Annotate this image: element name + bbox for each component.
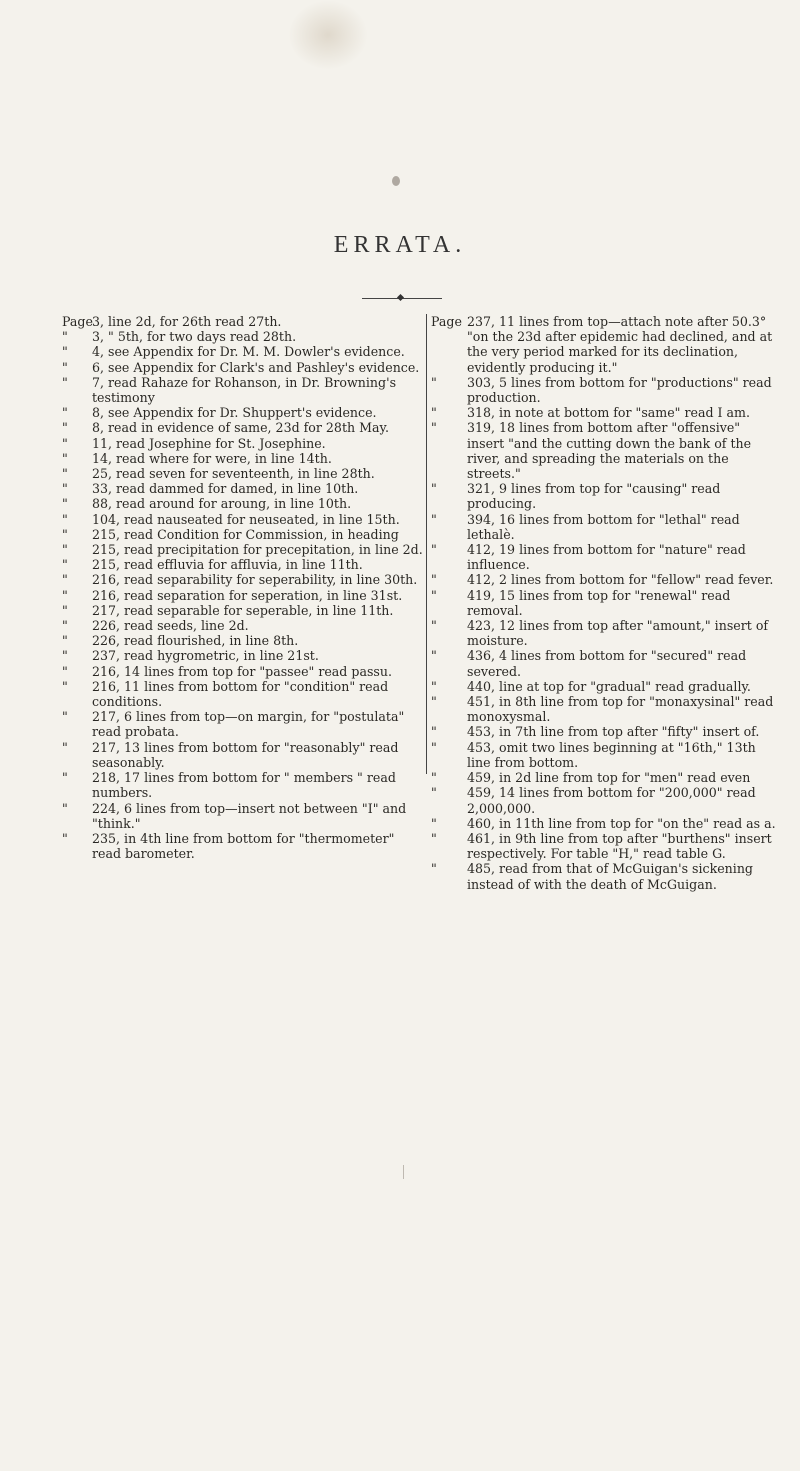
page-marker: " xyxy=(431,770,437,786)
errata-text: 215, read Condition for Commission, in heading xyxy=(92,526,399,542)
errata-text: 11, read Josephine for St. Josephine. xyxy=(92,435,326,451)
errata-entry xyxy=(62,329,426,344)
errata-text: 215, read precipitation for precepitation, in line 2d. xyxy=(92,542,423,558)
errata-entry xyxy=(431,542,776,572)
errata-entry xyxy=(431,648,776,678)
page-marker: " xyxy=(62,496,68,512)
page-marker: " xyxy=(62,602,68,618)
errata-text: 440, line at top for "gradual" read gradually. xyxy=(467,678,751,694)
errata-text: 419, 15 lines from top for "renewal" read removal. xyxy=(467,587,731,618)
errata-entry xyxy=(431,618,776,648)
errata-entry xyxy=(431,314,776,375)
errata-text: 412, 2 lines from bottom for "fellow" read fever. xyxy=(467,572,774,588)
errata-entry xyxy=(431,694,776,724)
errata-entry xyxy=(62,831,426,861)
errata-text: 237, read hygrometric, in line 21st. xyxy=(92,648,319,664)
errata-right-column xyxy=(426,314,776,892)
page-marker: " xyxy=(431,648,437,664)
errata-entry xyxy=(62,512,426,527)
errata-entry xyxy=(62,740,426,770)
errata-text: 8, see Appendix for Dr. Shuppert's evidence. xyxy=(92,405,377,421)
ink-mark xyxy=(403,1165,404,1179)
page-marker: Page xyxy=(62,314,93,329)
errata-entry xyxy=(431,861,776,891)
errata-text: 485, read from that of McGuigan's sickening instead of with the death of McGuigan. xyxy=(467,861,753,892)
errata-text: 319, 18 lines from bottom after "offensive" insert "and the cutting down the bank of the river, and spreading the materials on the streets." xyxy=(467,420,752,482)
page-marker: " xyxy=(62,344,68,360)
page-marker: " xyxy=(431,572,437,588)
divider-ornament xyxy=(397,294,404,301)
errata-text: 226, read flourished, in line 8th. xyxy=(92,633,299,649)
ink-spot xyxy=(392,176,400,186)
page-marker: " xyxy=(431,785,437,801)
errata-text: 215, read effluvia for affluvia, in line 11th. xyxy=(92,557,363,573)
errata-entry xyxy=(431,740,776,770)
errata-entry xyxy=(431,724,776,739)
errata-text: 216, 14 lines from top for "passee" read passu. xyxy=(92,663,392,679)
errata-entry xyxy=(62,481,426,496)
page-marker: " xyxy=(62,329,68,345)
errata-entry xyxy=(62,648,426,663)
page-marker: " xyxy=(431,481,437,497)
errata-text: 226, read seeds, line 2d. xyxy=(92,618,249,634)
errata-entry xyxy=(431,405,776,420)
page-marker: " xyxy=(431,861,437,877)
errata-entry xyxy=(62,405,426,420)
page-marker: " xyxy=(62,420,68,436)
errata-entry xyxy=(62,375,426,405)
errata-text: 459, 14 lines from bottom for "200,000" read 2,000,000. xyxy=(467,785,756,816)
errata-text: 8, read in evidence of same, 23d for 28th May. xyxy=(92,420,389,436)
errata-text: 461, in 9th line from top after "burthens" insert respectively. For table "H," read table G. xyxy=(467,830,772,862)
errata-entry xyxy=(62,557,426,572)
page-marker: " xyxy=(62,709,68,725)
page-marker: " xyxy=(62,770,68,786)
paper-stain xyxy=(288,0,368,70)
errata-entry xyxy=(431,512,776,542)
page-marker: " xyxy=(431,694,437,710)
page-marker: " xyxy=(431,815,437,831)
errata-text: 218, 17 lines from bottom for " members " read numbers. xyxy=(92,770,396,801)
page-marker: Page xyxy=(431,314,462,329)
page-marker: " xyxy=(62,618,68,634)
errata-text: 453, in 7th line from top after "fifty" insert of. xyxy=(467,724,760,740)
errata-text: 7, read Rahaze for Rohanson, in Dr. Browning's testimony xyxy=(92,374,397,406)
errata-text: 25, read seven for seventeenth, in line 28th. xyxy=(92,466,375,482)
errata-entry xyxy=(431,572,776,587)
errata-entry xyxy=(431,785,776,815)
errata-text: 88, read around for aroung, in line 10th. xyxy=(92,496,352,512)
page-marker: " xyxy=(62,511,68,527)
page-marker: " xyxy=(62,739,68,755)
errata-text: 3, " 5th, for two days read 28th. xyxy=(92,329,297,345)
errata-text: 451, in 8th line from top for "monaxysinal" read monoxysmal. xyxy=(467,694,774,725)
errata-text: 4, see Appendix for Dr. M. M. Dowler's evidence. xyxy=(92,344,405,360)
errata-text: 224, 6 lines from top—insert not between "I" and "think." xyxy=(92,800,407,831)
page-marker: " xyxy=(62,374,68,390)
errata-entry xyxy=(62,496,426,511)
page-marker: " xyxy=(62,800,68,816)
page-marker: " xyxy=(431,511,437,527)
errata-text: 216, read separability for seperability, in line 30th. xyxy=(92,572,418,588)
errata-text: 303, 5 lines from bottom for "productions" read production. xyxy=(467,374,772,406)
errata-text: 436, 4 lines from bottom for "secured" read severed. xyxy=(467,648,747,679)
errata-entry xyxy=(62,360,426,375)
errata-text: 453, omit two lines beginning at "16th," 13th line from bottom. xyxy=(467,739,756,770)
errata-entry xyxy=(431,481,776,511)
errata-text: 321, 9 lines from top for "causing" read producing. xyxy=(467,481,721,512)
page-marker: " xyxy=(431,374,437,390)
errata-entry xyxy=(62,679,426,709)
page-marker: " xyxy=(431,618,437,634)
errata-entry xyxy=(62,436,426,451)
errata-text: 33, read dammed for damed, in line 10th. xyxy=(92,481,359,497)
errata-entry xyxy=(62,588,426,603)
page-marker: " xyxy=(62,450,68,466)
page-marker: " xyxy=(62,587,68,603)
errata-entry xyxy=(431,831,776,861)
errata-entry xyxy=(62,542,426,557)
errata-text: 237, 11 lines from top—attach note after 50.3° "on the 23d after epidemic had declined, and at the very period marked for its declination, evidently producing it." xyxy=(467,314,773,375)
errata-entry xyxy=(62,572,426,587)
errata-text: 318, in note at bottom for "same" read I am. xyxy=(467,405,750,421)
page-marker: " xyxy=(62,359,68,375)
errata-entry xyxy=(62,603,426,618)
errata-entry xyxy=(62,420,426,435)
errata-entry xyxy=(431,770,776,785)
errata-text: 217, 13 lines from bottom for "reasonably" read seasonably. xyxy=(92,739,399,770)
errata-text: 104, read nauseated for neuseated, in line 15th. xyxy=(92,511,400,527)
errata-entry xyxy=(431,375,776,405)
errata-entry xyxy=(62,633,426,648)
page-marker: " xyxy=(62,526,68,542)
errata-entry xyxy=(62,801,426,831)
errata-text: 216, read separation for seperation, in line 31st. xyxy=(92,587,403,603)
page-marker: " xyxy=(431,678,437,694)
errata-text: 14, read where for were, in line 14th. xyxy=(92,450,332,466)
errata-entry xyxy=(431,588,776,618)
page-marker: " xyxy=(431,830,437,846)
errata-text: 6, see Appendix for Clark's and Pashley's evidence. xyxy=(92,359,420,375)
errata-entry xyxy=(62,527,426,542)
errata-entry xyxy=(62,314,426,329)
page-marker: " xyxy=(62,633,68,649)
page-marker: " xyxy=(62,678,68,694)
errata-text: 460, in 11th line from top for "on the" read as a. xyxy=(467,815,776,831)
errata-left-column xyxy=(62,314,426,861)
errata-text: 423, 12 lines from top after "amount," insert of moisture. xyxy=(467,618,769,649)
errata-entry xyxy=(62,709,426,739)
errata-entry xyxy=(62,344,426,359)
page-marker: " xyxy=(431,542,437,558)
page-marker: " xyxy=(62,648,68,664)
page-marker: " xyxy=(62,466,68,482)
errata-entry xyxy=(62,664,426,679)
errata-entry xyxy=(62,451,426,466)
errata-text: 235, in 4th line from bottom for "thermometer" read barometer. xyxy=(92,830,395,862)
errata-text: 459, in 2d line from top for "men" read even xyxy=(467,770,751,786)
errata-text: 3, line 2d, for 26th read 27th. xyxy=(92,314,282,329)
page-marker: " xyxy=(62,572,68,588)
page-marker: " xyxy=(431,739,437,755)
errata-entry xyxy=(62,770,426,800)
errata-entry xyxy=(62,466,426,481)
errata-text: 217, read separable for seperable, in line 11th. xyxy=(92,602,394,618)
errata-entry xyxy=(62,618,426,633)
page-marker: " xyxy=(62,405,68,421)
errata-entry xyxy=(431,679,776,694)
page-marker: " xyxy=(62,481,68,497)
errata-text: 216, 11 lines from bottom for "condition" read conditions. xyxy=(92,678,389,710)
errata-text: 217, 6 lines from top—on margin, for "postulata" read probata. xyxy=(92,709,405,740)
page-marker: " xyxy=(62,663,68,679)
errata-text: 412, 19 lines from bottom for "nature" read influence. xyxy=(467,542,746,573)
page-marker: " xyxy=(62,435,68,451)
page-marker: " xyxy=(62,830,68,846)
errata-entry xyxy=(431,816,776,831)
page-title: ERRATA. xyxy=(333,232,467,258)
errata-text: 394, 16 lines from bottom for "lethal" read lethalè. xyxy=(467,511,740,542)
page-marker: " xyxy=(431,420,437,436)
page-marker: " xyxy=(431,405,437,421)
page-marker: " xyxy=(431,587,437,603)
page-marker: " xyxy=(431,724,437,740)
page-marker: " xyxy=(62,542,68,558)
errata-entry xyxy=(431,420,776,481)
page-marker: " xyxy=(62,557,68,573)
